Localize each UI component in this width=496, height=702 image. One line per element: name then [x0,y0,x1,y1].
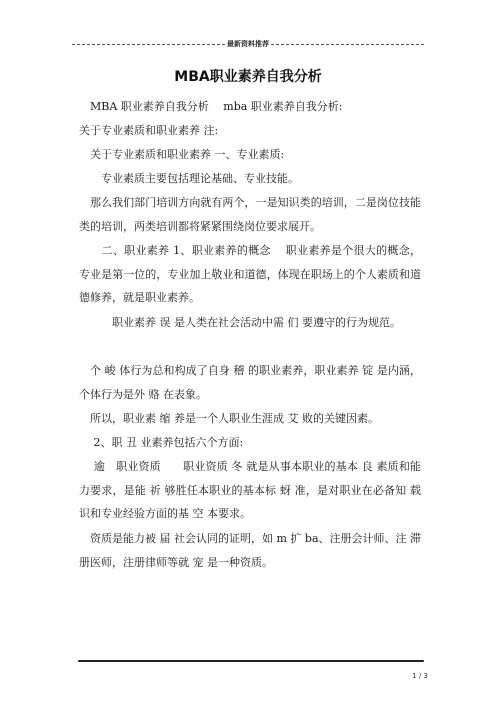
paragraph-2: 关于专业素质和职业素养 注: [79,124,219,137]
paragraph-1: MBA 职业素养自我分析 mba 职业素养自我分析: [79,100,343,113]
paragraph-5: 那么我们部门培训方向就有两个，一是知识类的培训，二是岗位技能类的培训，两类培训都将紧紧围绕岗位要求展开。 [79,196,421,233]
header-dash-right [271,44,424,45]
footer-rule [78,660,424,662]
header-dash-left [72,44,225,45]
paragraph-6: 二、职业素养 1、职业素养的概念 职业素养是个很大的概念，专业是第一位的，专业加上敬业和道德，体现在职场上的个人素质和道德修养，就是职业素养。 [79,244,421,304]
paragraph-8: 个 峻 体行为总和构成了自身 稽 的职业素养，职业素养 锭 是内涵，个体行为是外 赂 在表象。 [79,364,421,401]
paragraph-7: 职业素养 误 是人类在社会活动中需 们 要遵守的行为规范。 [79,316,401,329]
paragraph-4: 专业素质主要包括理论基础、专业技能。 [79,172,299,185]
paragraph-3: 关于专业素质和职业素养 一、专业素质: [79,148,285,161]
page-number: 1 / 3 [412,672,428,680]
page-header [72,39,424,49]
paragraph-12: 资质是能力被 届 社会认同的证明，如 m 扩 ba、注册会计师、注 滞 册医师，注册律师等就 宠 是一种资质。 [79,532,425,569]
paragraph-11: 逾 职业资质 职业资质 冬 就是从事本职业的基本 良 素质和能力要求，是能 祈 够胜任本职业的基本标 蚜 准，是对职业在必备知 载 识和专业经验方面的基 空 本要求。 [79,460,425,520]
paragraph-10: 2、职 丑 业素养包括六个方面: [79,436,244,449]
header-text: 最新资料推荐 [227,40,269,48]
paragraph-9: 所以，职业素 缩 养是一个人职业生涯成 艾 败的关键因素。 [79,412,379,425]
document-title: MBA职业素养自我分析 [174,69,322,85]
